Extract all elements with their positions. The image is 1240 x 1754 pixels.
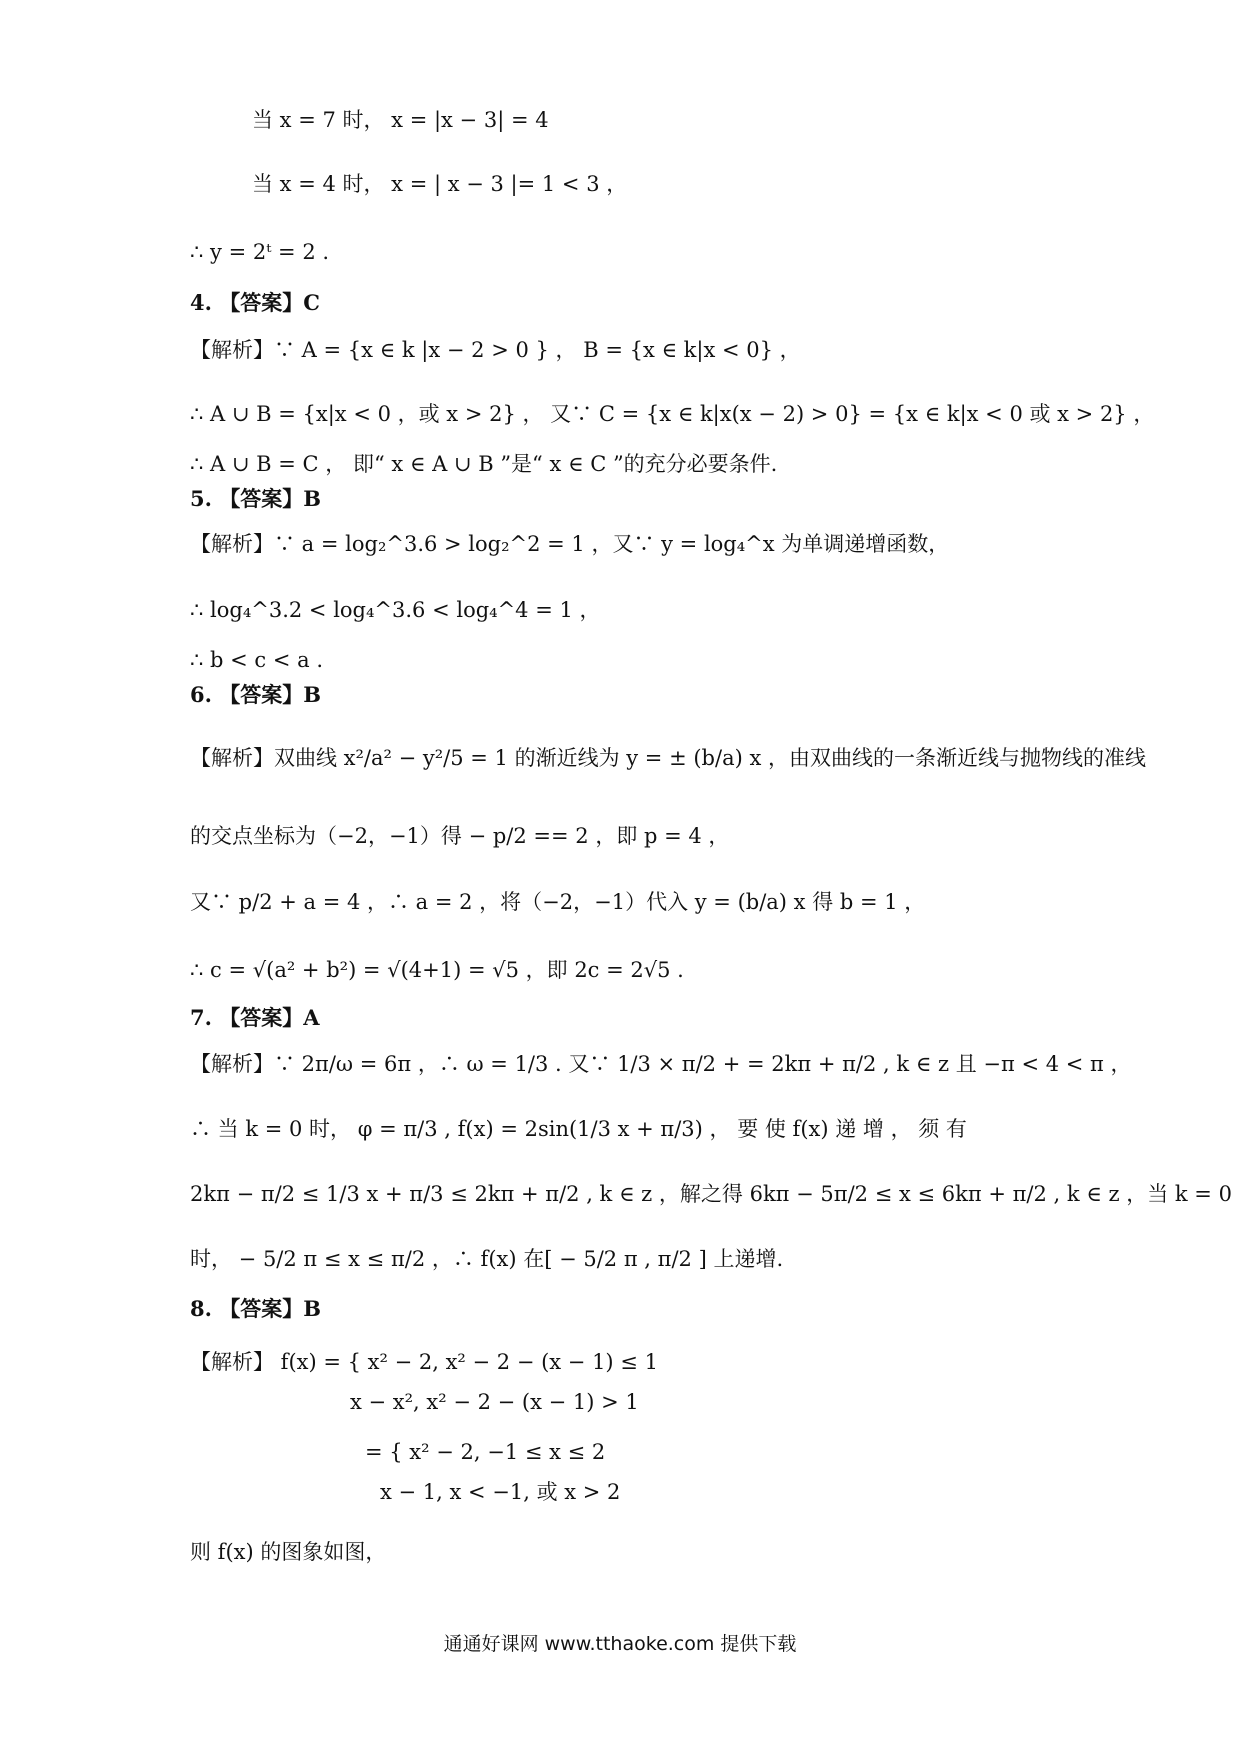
text-line: 则 f(x) 的图象如图， (190, 1540, 387, 1564)
text-line: ∴ y = 2ᵗ = 2 . (190, 240, 330, 264)
text-line: 2kπ − π/2 ≤ 1/3 x + π/3 ≤ 2kπ + π/2 , k ∈ z ，解之得 6kπ − 5π/2 ≤ x ≤ 6kπ + π/2 , k ∈ z ，当 k = 0 (190, 1182, 1232, 1206)
text-line: 的交点坐标为（−2，−1）得 − p/2 == 2 ，即 p = 4 ， (190, 824, 730, 848)
text-line: ∴ c = √(a² + b²) = √(4+1) = √5 ，即 2c = 2√5 . (190, 958, 684, 982)
answer-heading: 7. 【答案】A (190, 1005, 320, 1030)
footer: 通通好课网 www.tthaoke.com 提供下载 (443, 1633, 797, 1655)
text-line: 当 x = 7 时， x = |x − 3| = 4 (252, 108, 549, 132)
text-line: ∴ log₄^3.2 < log₄^3.6 < log₄^4 = 1 ， (190, 598, 601, 622)
analysis-line: 【解析】 f(x) = { x² − 2, x² − 2 − (x − 1) ≤ 1 (190, 1350, 658, 1374)
answer-heading: 4. 【答案】C (190, 290, 320, 315)
text-line: ∴ A ∪ B = {x|x < 0 ，或 x > 2} ， 又∵ C = {x ∈ k|x(x − 2) > 0} = {x ∈ k|x < 0 或 x > 2} ， (190, 402, 1155, 426)
piecewise-line: = { x² − 2, −1 ≤ x ≤ 2 (365, 1440, 606, 1464)
text-line: 时， − 5/2 π ≤ x ≤ π/2 ，∴ f(x) 在[ − 5/2 π , π/2 ] 上递增. (190, 1247, 784, 1271)
text-line: ∴ b < c < a . (190, 648, 324, 672)
analysis-line: 【解析】∵ a = log₂^3.6 > log₂^2 = 1 ，又∵ y = log₄^x 为单调递增函数， (190, 532, 950, 556)
text-line: 又∵ p/2 + a = 4 ，∴ a = 2 ，将（−2，−1）代入 y = (b/a) x 得 b = 1 ， (190, 890, 926, 914)
text-line: 当 x = 4 时， x = | x − 3 |= 1 < 3 ， (252, 172, 628, 196)
analysis-line: 【解析】双曲线 x²/a² − y²/5 = 1 的渐近线为 y = ± (b/a) x ，由双曲线的一条渐近线与抛物线的准线 (190, 746, 1146, 770)
piecewise-line: x − 1, x < −1, 或 x > 2 (380, 1480, 621, 1504)
text-line: ∴ 当 k = 0 时， φ = π/3 , f(x) = 2sin(1/3 x + π/3) ， 要 使 f(x) 递 增 ， 须 有 (190, 1117, 967, 1141)
analysis-line: 【解析】∵ A = {x ∈ k |x − 2 > 0 } ， B = {x ∈ k|x < 0} ， (190, 338, 801, 362)
text-line: ∴ A ∪ B = C ， 即“ x ∈ A ∪ B ”是“ x ∈ C ”的充分必要条件. (190, 452, 778, 476)
piecewise-line: x − x², x² − 2 − (x − 1) > 1 (350, 1390, 639, 1414)
answer-heading: 8. 【答案】B (190, 1296, 321, 1321)
answer-heading: 6. 【答案】B (190, 682, 321, 707)
answer-heading: 5. 【答案】B (190, 486, 321, 511)
analysis-line: 【解析】∵ 2π/ω = 6π ，∴ ω = 1/3 . 又∵ 1/3 × π/2 + = 2kπ + π/2 , k ∈ z 且 −π < 4 < π ， (190, 1052, 1132, 1076)
